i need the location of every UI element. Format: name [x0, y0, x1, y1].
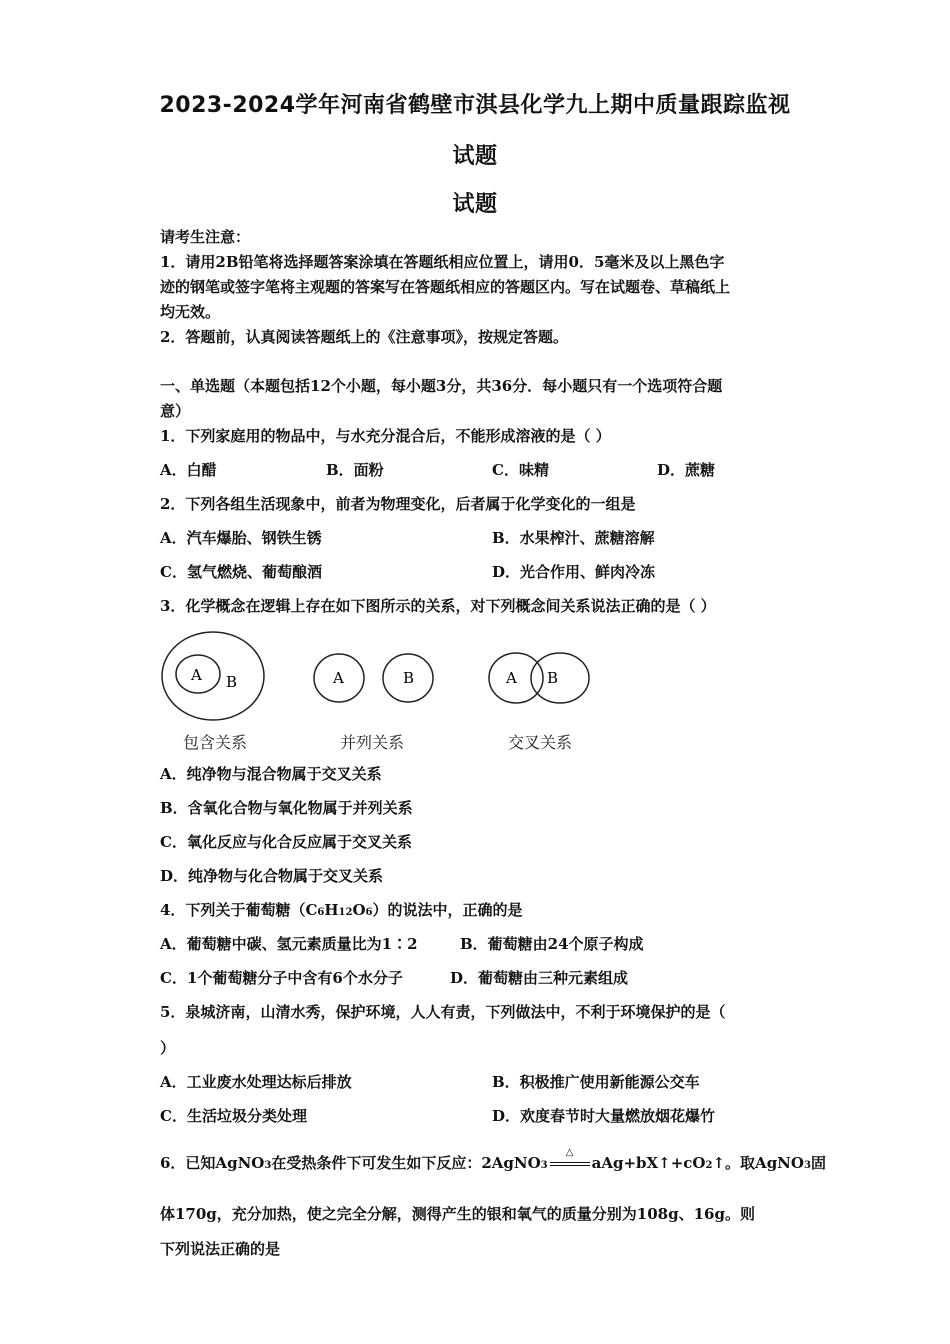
question-6-text: ↑。取AgNO — [712, 1154, 804, 1172]
question-1-option-d[interactable]: D．蔗糖 — [657, 461, 716, 479]
question-6-stem-end: 下列说法正确的是 — [160, 1240, 281, 1258]
section-heading-cont: 意） — [160, 402, 191, 420]
formula-element: H — [324, 901, 339, 919]
question-2-option-a[interactable]: A．汽车爆胎、钢铁生锈 — [160, 529, 322, 547]
formula-subscript: 12 — [338, 907, 353, 918]
question-1-option-c[interactable]: C．味精 — [492, 461, 549, 479]
question-3-option-c[interactable]: C．氧化反应与化合反应属于交叉关系 — [160, 833, 412, 851]
cross-circle-b — [531, 653, 589, 703]
label-parallel-relation: 并列关系 — [340, 733, 405, 752]
question-6-stem-cont: 体170g，充分加热，使之完全分解，测得产生的银和氧气的质量分别为108g、16g。则 — [160, 1205, 755, 1223]
question-2-option-b[interactable]: B．水果榨汁、蔗糖溶解 — [492, 529, 655, 547]
exam-title: 2023-2024学年河南省鹤壁市淇县化学九上期中质量跟踪监视 — [159, 93, 791, 118]
label-inclusion-relation: 包含关系 — [183, 733, 248, 752]
question-4-option-d[interactable]: D．葡萄糖由三种元素组成 — [450, 969, 629, 987]
exam-subtitle: 试题 — [452, 192, 498, 217]
question-5-option-d[interactable]: D．欢度春节时大量燃放烟花爆竹 — [492, 1107, 716, 1125]
reaction-equals-sign — [548, 1147, 592, 1173]
notice-item-1-end: 均无效。 — [160, 303, 221, 321]
formula-element: O — [352, 901, 366, 919]
question-5-option-b[interactable]: B．积极推广使用新能源公交车 — [492, 1073, 700, 1091]
question-1-option-a[interactable]: A．白醋 — [160, 461, 217, 479]
label-cross-relation: 交叉关系 — [508, 733, 573, 752]
formula-subscript: 6 — [365, 907, 373, 918]
question-4-stem-tail: ）的说法中，正确的是 — [372, 901, 523, 919]
section-heading: 一、单选题（本题包括12个小题，每小题3分，共36分．每小题只有一个选项符合题 — [160, 377, 723, 395]
question-3-option-d[interactable]: D．纯净物与化合物属于交叉关系 — [160, 867, 384, 885]
question-1-option-b[interactable]: B．面粉 — [326, 461, 384, 479]
question-6-text: 6．已知AgNO — [160, 1154, 265, 1172]
notice-item-2: 2．答题前，认真阅读答题纸上的《注意事项》，按规定答题。 — [160, 328, 568, 346]
formula-subscript: 3 — [540, 1160, 548, 1171]
question-6-stem — [160, 1147, 826, 1176]
inclusion-outer-circle — [162, 632, 264, 720]
question-4-option-c[interactable]: C．1个葡萄糖分子中含有6个水分子 — [160, 969, 403, 987]
formula-subscript: 6 — [317, 907, 325, 918]
cross-label-b: B — [547, 669, 559, 687]
question-3-option-b[interactable]: B．含氧化合物与氧化物属于并列关系 — [160, 799, 413, 817]
cross-label-a: A — [506, 669, 517, 687]
concept-relation-diagram — [150, 628, 610, 728]
question-6-text: aAg+bX↑+cO — [591, 1154, 706, 1172]
formula-subscript: 3 — [803, 1160, 811, 1171]
formula-subscript: 2 — [705, 1160, 713, 1171]
exam-title-line2: 试题 — [452, 144, 498, 169]
question-2-stem: 2．下列各组生活现象中，前者为物理变化，后者属于化学变化的一组是 — [160, 495, 636, 513]
question-5-stem-cont: ） — [160, 1039, 176, 1057]
inclusion-label-b: B — [226, 673, 238, 691]
inclusion-label-a: A — [191, 666, 202, 684]
question-4-stem — [160, 900, 800, 923]
question-4-stem-text: 4．下列关于葡萄糖（C — [160, 901, 318, 919]
question-6-text: 在受热条件下可发生如下反应：2AgNO — [271, 1154, 541, 1172]
notice-heading: 请考生注意： — [160, 228, 251, 246]
question-2-option-d[interactable]: D．光合作用、鲜肉冷冻 — [492, 563, 656, 581]
formula-subscript: 3 — [264, 1160, 272, 1171]
question-6-text: 固 — [810, 1154, 826, 1172]
question-2-option-c[interactable]: C．氢气燃烧、葡萄酿酒 — [160, 563, 322, 581]
question-4-option-b[interactable]: B．葡萄糖由24个原子构成 — [460, 935, 644, 953]
question-5-option-a[interactable]: A．工业废水处理达标后排放 — [160, 1073, 352, 1091]
question-1-stem: 1．下列家庭用的物品中，与水充分混合后，不能形成溶液的是（ ） — [160, 427, 611, 445]
question-5-option-c[interactable]: C．生活垃圾分类处理 — [160, 1107, 307, 1125]
parallel-label-a: A — [333, 669, 344, 687]
heat-symbol: △ — [565, 1147, 574, 1158]
parallel-label-b: B — [403, 669, 415, 687]
question-5-stem: 5．泉城济南，山清水秀，保护环境，人人有责，下列做法中，不利于环境保护的是（ — [160, 1003, 726, 1021]
question-3-option-a[interactable]: A．纯净物与混合物属于交叉关系 — [160, 765, 382, 783]
notice-item-1: 1．请用2B铅笔将选择题答案涂填在答题纸相应位置上，请用0．5毫米及以上黑色字 — [160, 253, 725, 271]
notice-item-1-cont: 迹的钢笔或签字笔将主观题的答案写在答题纸相应的答题区内。写在试题卷、草稿纸上 — [160, 278, 731, 296]
question-3-stem: 3．化学概念在逻辑上存在如下图所示的关系，对下列概念间关系说法正确的是（ ） — [160, 597, 716, 615]
question-4-option-a[interactable]: A．葡萄糖中碳、氢元素质量比为1∶2 — [160, 935, 418, 953]
